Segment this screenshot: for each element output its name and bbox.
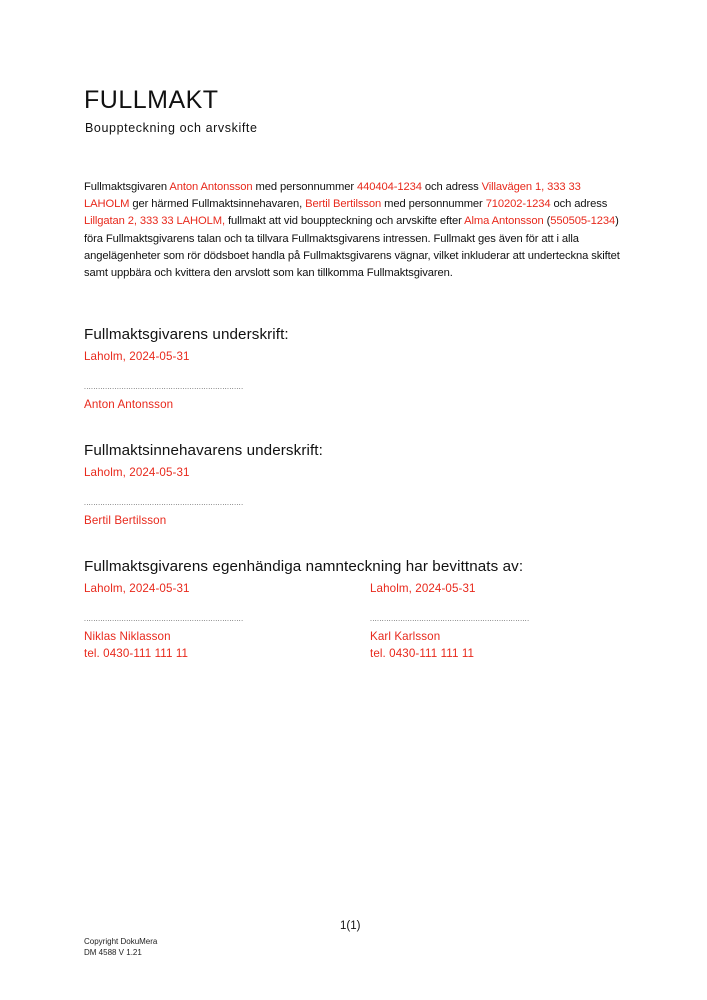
- footer-copyright: Copyright DokuMera: [84, 937, 158, 946]
- footer: [84, 936, 157, 958]
- witnesses-heading: Fullmaktsgivarens egenhändiga namnteckning har bevittnats av:: [84, 558, 524, 575]
- power-of-attorney-text: [84, 179, 624, 282]
- document-title: FULLMAKT: [84, 86, 219, 114]
- witness-name: Niklas Niklasson: [84, 630, 171, 643]
- giver-name: Anton Antonsson: [169, 181, 253, 193]
- body-text-segment: och adress: [550, 198, 608, 211]
- witness-place-date: Laholm, 2024-05-31: [84, 582, 190, 595]
- holder-signature-heading: Fullmaktsinnehavarens underskrift:: [84, 442, 323, 459]
- body-text-segment: ger härmed Fullmaktsinnehavaren,: [129, 198, 306, 211]
- holder-address: Lillgatan 2, 333 33 LAHOLM,: [84, 215, 225, 228]
- giver-address: Villavägen 1, 333 33 LAHOLM: [84, 181, 581, 211]
- holder-personal-number: 710202-1234: [485, 198, 551, 211]
- page-number: 1(1): [340, 920, 361, 932]
- holder-signature-name: Bertil Bertilsson: [84, 514, 167, 527]
- deceased-name: Alma Antonsson: [464, 215, 544, 228]
- witness-place-date: Laholm, 2024-05-31: [370, 582, 476, 595]
- body-text-segment: med personnummer: [381, 198, 486, 211]
- body-text-segment: (: [543, 215, 551, 228]
- giver-place-date: Laholm, 2024-05-31: [84, 350, 190, 363]
- giver-personal-number: 440404-1234: [357, 181, 422, 193]
- holder-name: Bertil Bertilsson: [305, 198, 382, 211]
- footer-doc-id: DM 4588 V 1.21: [84, 948, 142, 957]
- witness-signature-line: ....................................................................: [370, 616, 530, 623]
- giver-signature-line: ....................................................................: [84, 384, 244, 391]
- body-text-segment: med personnummer: [252, 181, 357, 193]
- body-text-segment: Fullmaktsgivaren: [84, 181, 170, 193]
- holder-signature-line: ....................................................................: [84, 500, 244, 507]
- witness-phone: tel. 0430-111 111 11: [370, 647, 475, 660]
- witness-phone: tel. 0430-111 111 11: [84, 647, 189, 660]
- witness-name: Karl Karlsson: [370, 630, 441, 643]
- giver-signature-heading: Fullmaktsgivarens underskrift:: [84, 326, 289, 343]
- document-subtitle: Bouppteckning och arvskifte: [85, 121, 258, 135]
- body-text-segment: fullmakt att vid bouppteckning och arvskifte efter: [224, 215, 465, 228]
- holder-place-date: Laholm, 2024-05-31: [84, 466, 190, 479]
- giver-signature-name: Anton Antonsson: [84, 398, 174, 411]
- body-text-segment: ) föra Fullmaktsgivarens talan och ta tillvara Fullmaktsgivarens intressen. Fullmakt ges även för att i alla angelägenheter som rör dödsboet handla på Fullmaktsgivarens vägnar, vilket inkluderar att underteckna skiftet samt uppbära och kvittera den arvslott som kan tillkomma Fullmaktsgivaren.: [84, 215, 620, 280]
- witness-signature-line: ....................................................................: [84, 616, 244, 623]
- deceased-personal-number: 550505-1234: [550, 215, 616, 228]
- body-text-segment: och adress: [421, 181, 482, 193]
